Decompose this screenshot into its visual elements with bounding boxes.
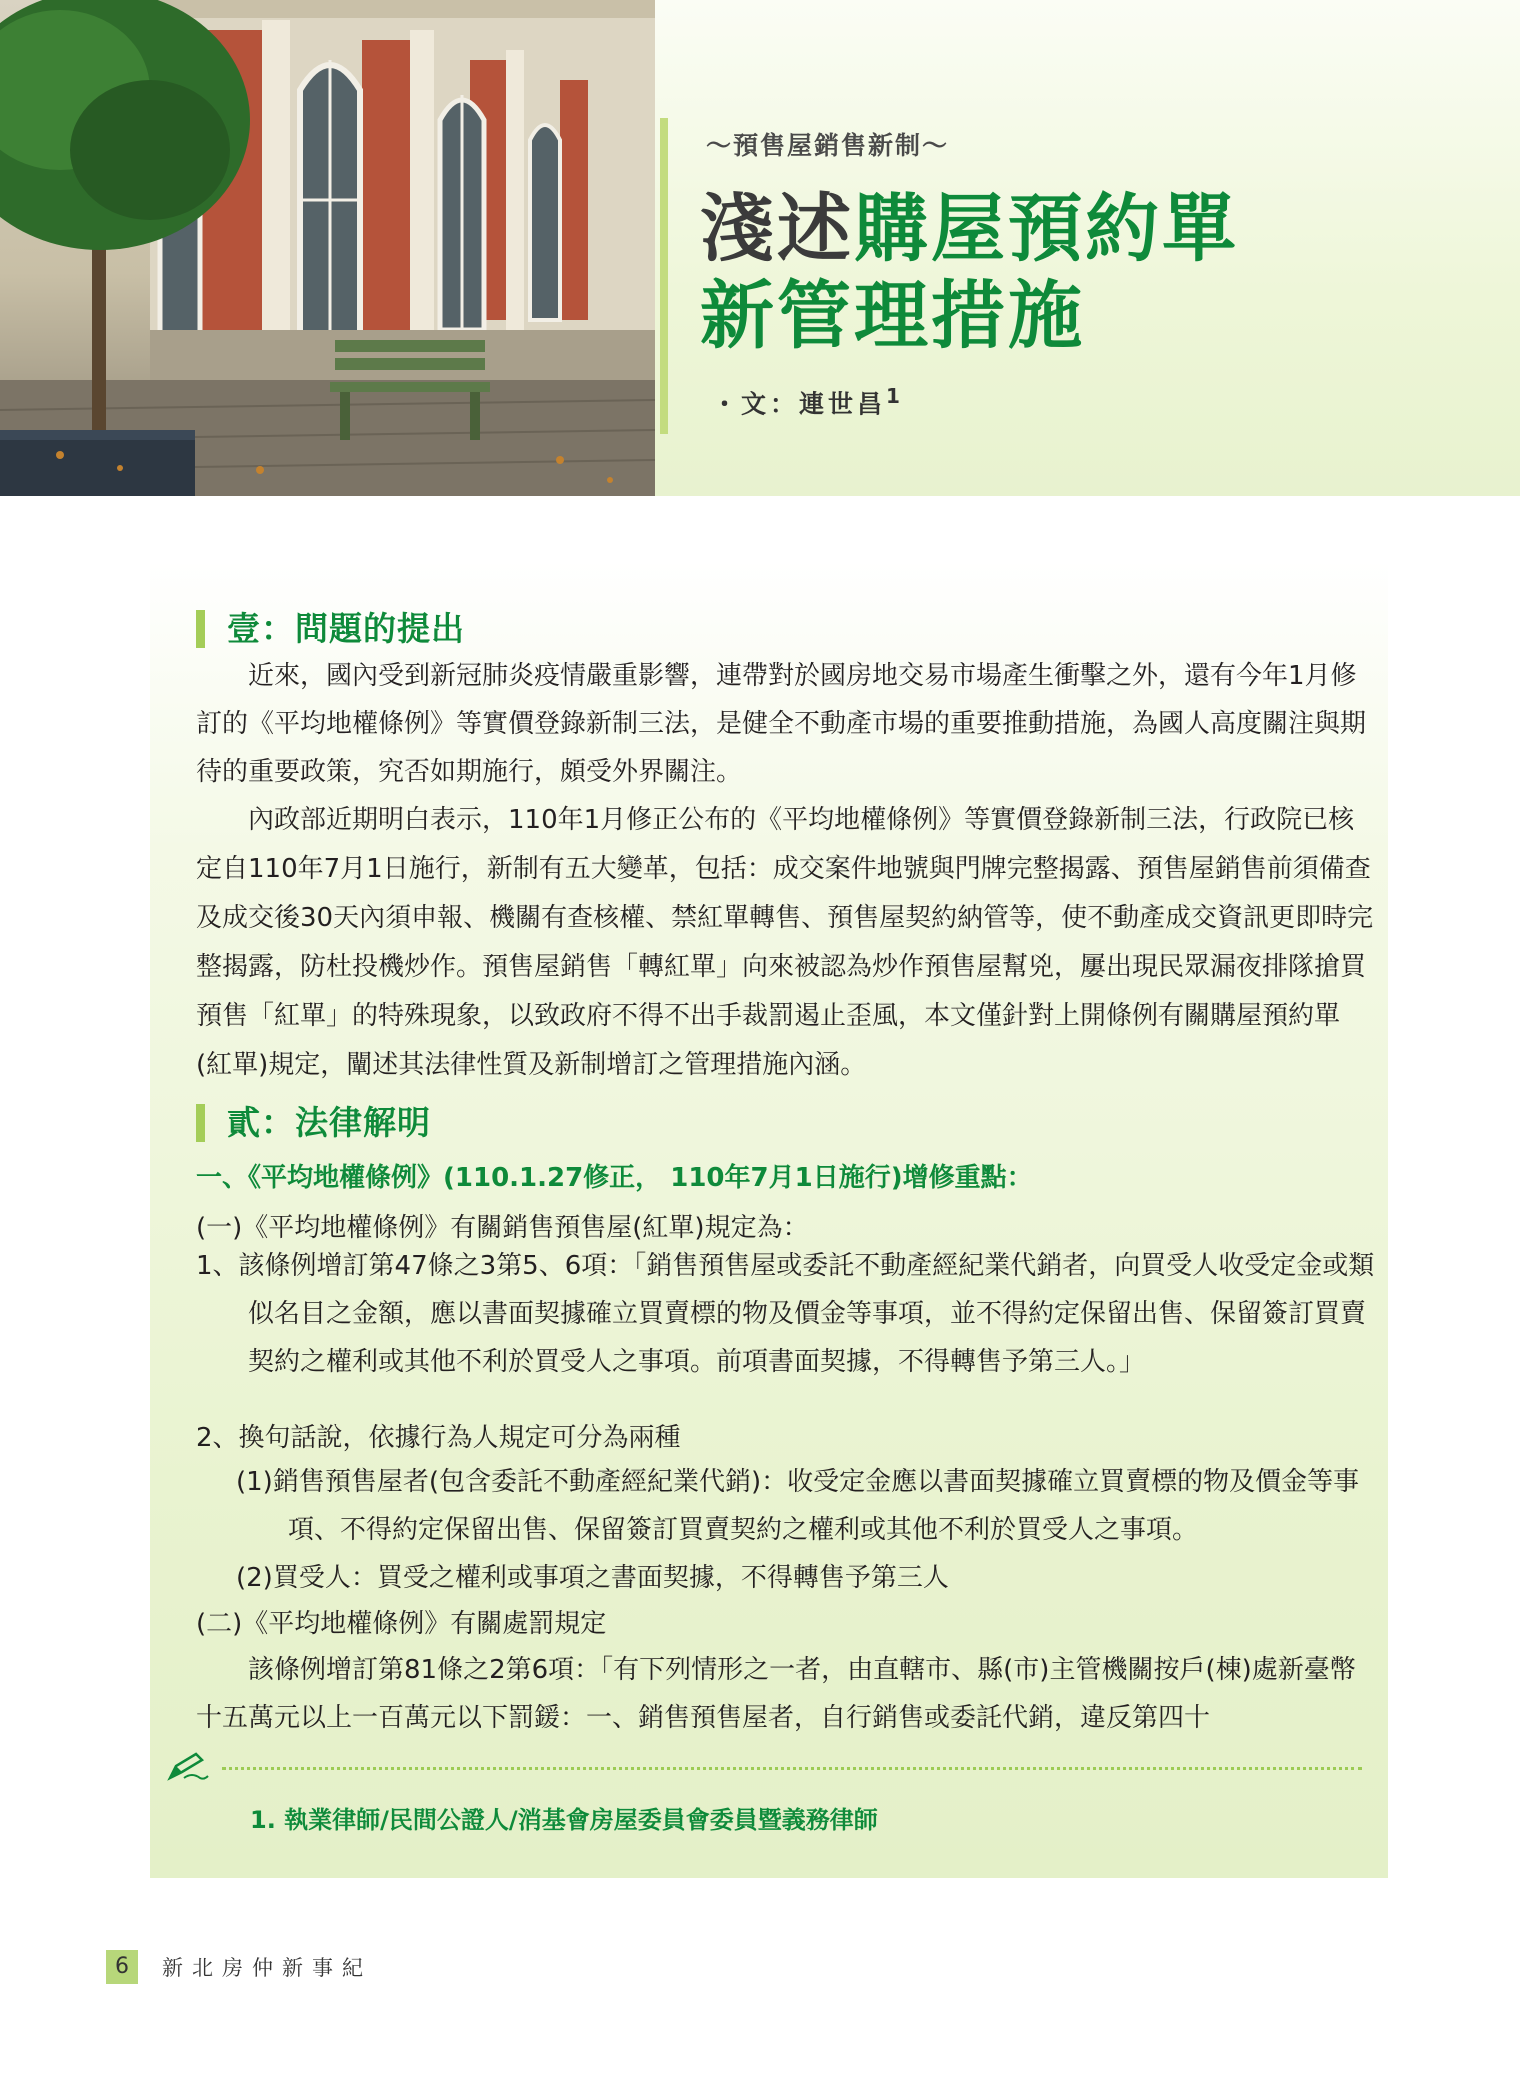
title-accent-bar (660, 118, 668, 434)
article-title (700, 186, 1239, 361)
item1-title: (一)《平均地權條例》有關銷售預售屋(紅單)規定為： (196, 1213, 809, 1243)
building-photo-illustration (0, 0, 655, 496)
section2-subheading: 一、《平均地權條例》(110.1.27修正， 110年7月1日施行)增修重點： (196, 1163, 1033, 1193)
magazine-title: 新北房仲新事紀 (162, 1956, 372, 1980)
item1-point-2: 2、換句話說，依據行為人規定可分為兩種 (196, 1423, 681, 1453)
footnote-marker: 1 (886, 384, 900, 408)
article-byline (712, 384, 900, 420)
footnote-separator (222, 1767, 1362, 1770)
section1-paragraph-1: 近來，國內受到新冠肺炎疫情嚴重影響，連帶對於國房地交易市場產生衝擊之外，還有今年1月修訂的《平均地權條例》等實價登錄新制三法，是健全不動產市場的重要推動措施，為國人高度關注與期待的重要政策，究否如期施行，頗受外界關注。 (196, 661, 1367, 787)
title-line-2: 新管理措施 (700, 273, 1085, 360)
item2-title: (二)《平均地權條例》有關處罰規定 (196, 1609, 607, 1639)
title-highlight: 購屋預約單 (854, 186, 1239, 272)
page-number: 6 (106, 1950, 138, 1984)
item1-point-1: 1、該條例增訂第47條之3第5、6項：「銷售預售屋或委託不動產經紀業代銷者，向買受人收受定金或類似名目之金額，應以書面契據確立買賣標的物及價金等事項，並不得約定保留出售、保留簽訂買賣契約之權利或其他不利於買受人之事項。前項書面契據，不得轉售予第三人。」 (196, 1251, 1375, 1377)
pen-note-icon (166, 1752, 210, 1782)
article-header (0, 0, 1520, 496)
item2-text: 該條例增訂第81條之2第6項：「有下列情形之一者，由直轄市、縣(市)主管機關按戶(棟)處新臺幣十五萬元以上一百萬元以下罰鍰：一、銷售預售屋者，自行銷售或委託代銷，違反第四十 (196, 1655, 1356, 1733)
article-body (150, 560, 1388, 1878)
title-prefix: 淺述 (700, 186, 854, 272)
section-heading-2: 貳：法律解明 (196, 1104, 431, 1142)
author-text: ・文：連世昌 (712, 389, 887, 419)
section1-paragraph-2: 內政部近期明白表示，110年1月修正公布的《平均地權條例》等實價登錄新制三法，行政院已核定自110年7月1日施行，新制有五大變革，包括：成交案件地號與門牌完整揭露、預售屋銷售前須備查及成交後30天內須申報、機關有查核權、禁紅單轉售、預售屋契約納管等，使不動產成交資訊更即時完整揭露，防杜投機炒作。預售屋銷售「轉紅單」向來被認為炒作預售屋幫兇，屢出現民眾漏夜排隊搶買預售「紅單」的特殊現象，以致政府不得不出手裁罰遏止歪風，本文僅針對上開條例有關購屋預約單(紅單)規定，闡述其法律性質及新制增訂之管理措施內涵。 (196, 805, 1374, 1080)
header-photo (0, 0, 655, 496)
article-kicker: ～預售屋銷售新制～ (706, 131, 950, 160)
section-heading-1: 壹：問題的提出 (196, 610, 465, 648)
footnote-text: 1. 執業律師/民間公證人/消基會房屋委員會委員暨義務律師 (250, 1806, 878, 1834)
item1-sub-1: (1)銷售預售屋者(包含委託不動產經紀業代銷)：收受定金應以書面契據確立買賣標的物及價金等事項、不得約定保留出售、保留簽訂買賣契約之權利或其他不利於買受人之事項。 (236, 1467, 1360, 1545)
item1-sub-2: (2)買受人：買受之權利或事項之書面契據，不得轉售予第三人 (236, 1563, 949, 1593)
